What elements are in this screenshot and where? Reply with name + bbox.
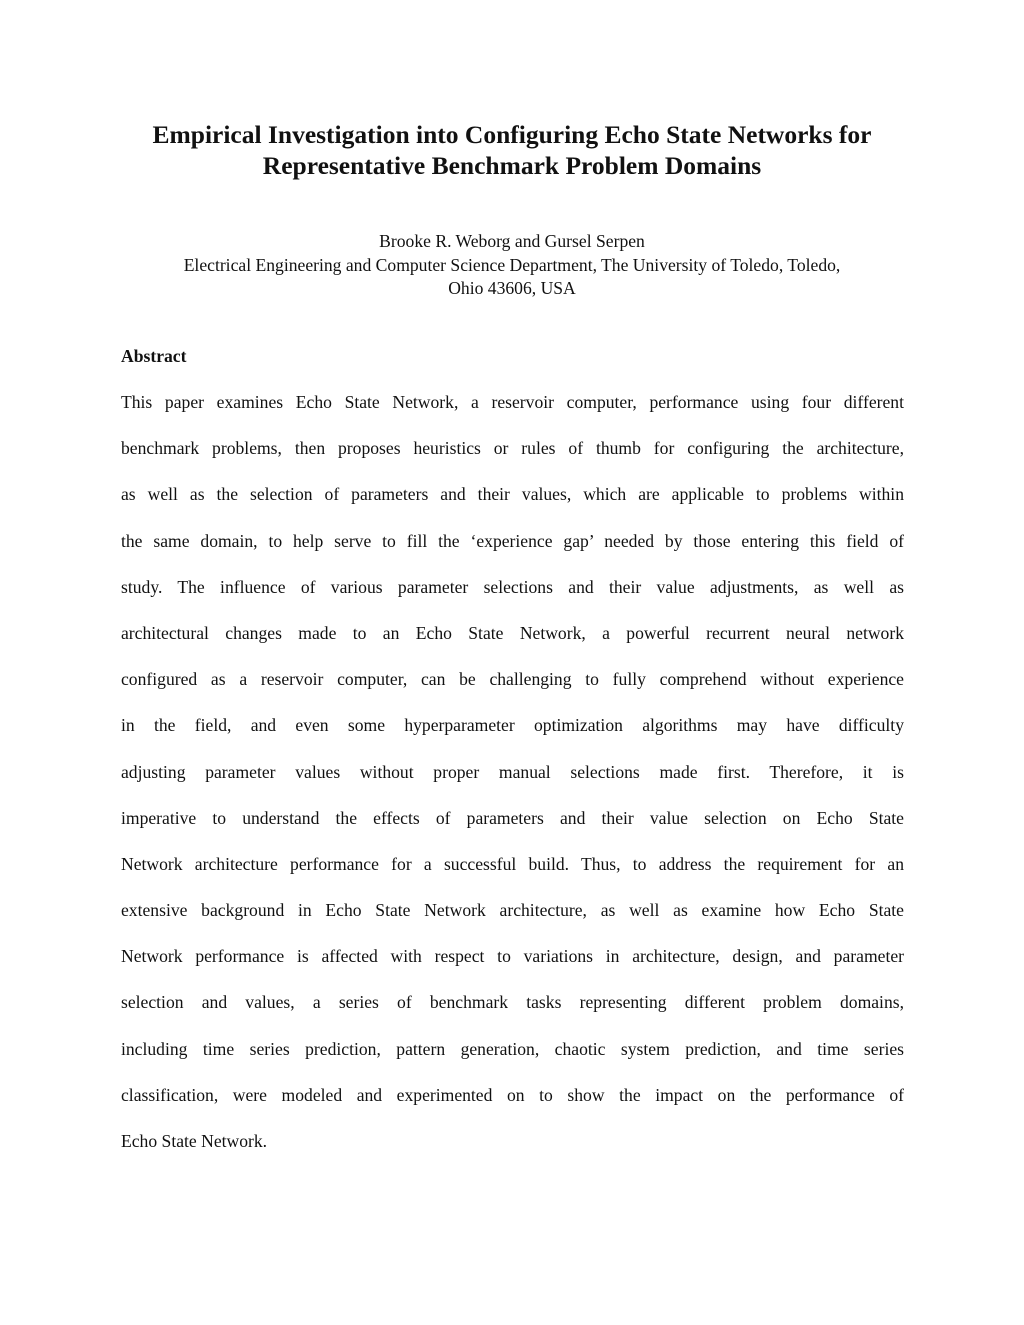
abstract-line: This paper examines Echo State Network, a reservoir computer, performance using four different [121, 392, 904, 412]
abstract-line: Echo State Network. [121, 1131, 268, 1151]
abstract-line: extensive background in Echo State Network architecture, as well as examine how Echo State [121, 900, 904, 921]
abstract-body [121, 385, 904, 1170]
abstract-line: classification, were modeled and experimented on to show the impact on the performance of [121, 1084, 904, 1105]
abstract-heading: Abstract [121, 346, 187, 366]
abstract-line: configured as a reservoir computer, can be challenging to fully comprehend without experience [121, 669, 904, 690]
author-block [100, 230, 924, 301]
abstract-line: architectural changes made to an Echo State Network, a powerful recurrent neural network [121, 622, 904, 643]
abstract-line: the same domain, to help serve to fill the ‘experience gap’ needed by those entering this field of [121, 530, 904, 551]
abstract-line: selection and values, a series of benchmark tasks representing different problem domains, [121, 992, 904, 1013]
abstract-line: adjusting parameter values without proper manual selections made first. Therefore, it is [121, 761, 904, 782]
abstract-line: as well as the selection of parameters and their values, which are applicable to problems within [121, 484, 904, 505]
paper-title-line-1: Empirical Investigation into Configuring Echo State Networks for [152, 120, 872, 149]
paper-title-line-2: Representative Benchmark Problem Domains [262, 151, 762, 180]
abstract-line: in the field, and even some hyperparameter optimization algorithms may have difficulty [121, 715, 904, 736]
abstract-line: Network architecture performance for a successful build. Thus, to address the requirement for an [121, 853, 904, 874]
abstract-line: Network performance is affected with respect to variations in architecture, design, and parameter [121, 946, 904, 967]
abstract-line: benchmark problems, then proposes heuristics or rules of thumb for configuring the architecture, [121, 438, 904, 459]
affiliation-line-1: Electrical Engineering and Computer Science Department, The University of Toledo, Toledo, [183, 254, 841, 275]
abstract-line: including time series prediction, pattern generation, chaotic system prediction, and time series [121, 1038, 904, 1059]
abstract-line: study. The influence of various parameter selections and their value adjustments, as well as [121, 576, 904, 597]
affiliation-line-2: Ohio 43606, USA [448, 278, 576, 298]
author-names: Brooke R. Weborg and Gursel Serpen [379, 231, 645, 251]
abstract-line: imperative to understand the effects of parameters and their value selection on Echo State [121, 807, 904, 828]
paper-title [100, 119, 924, 181]
